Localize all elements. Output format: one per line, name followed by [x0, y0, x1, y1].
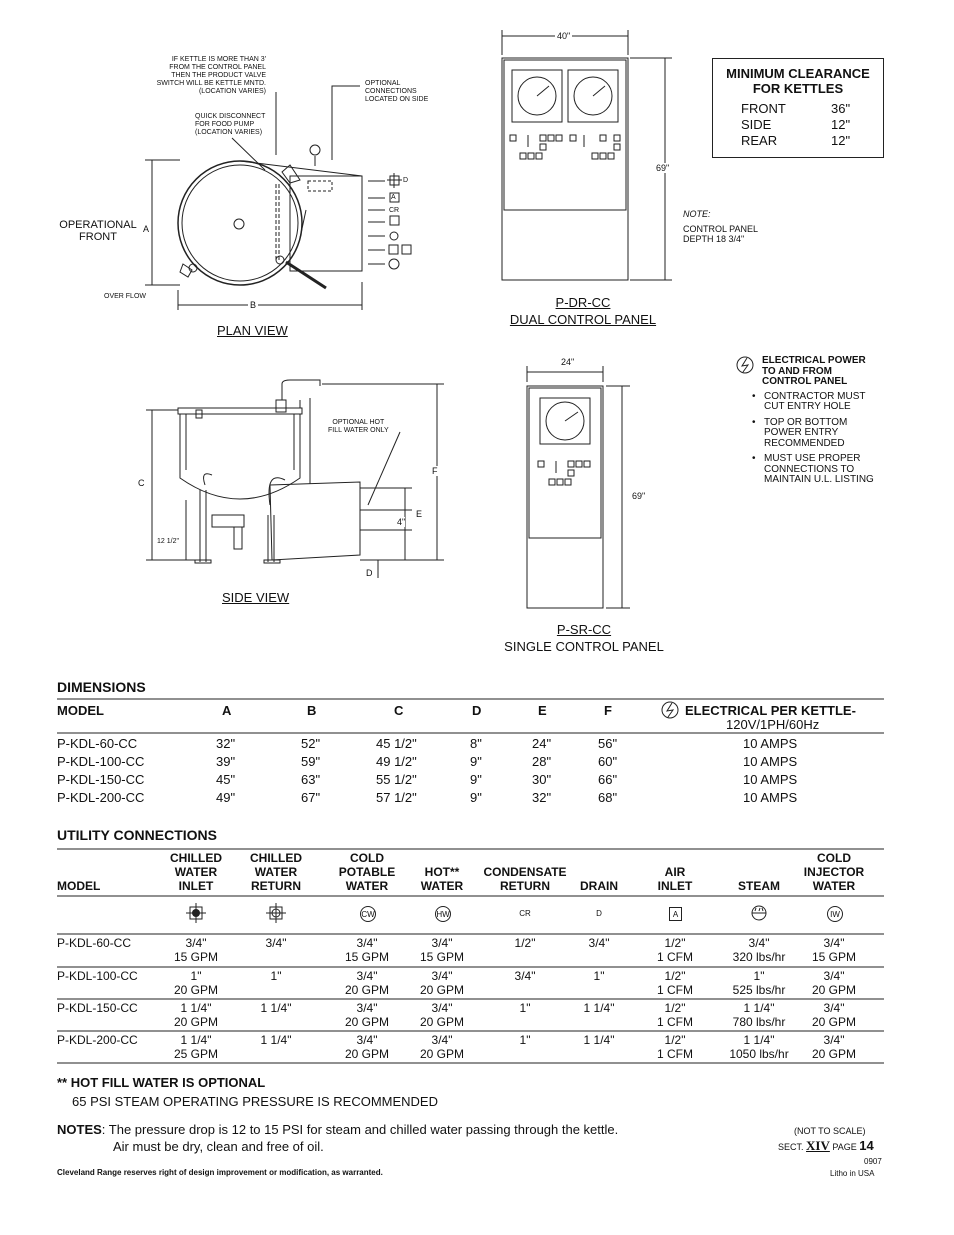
- model-cell: P-KDL-100-CC: [57, 969, 138, 983]
- dim-header-electrical: ELECTRICAL PER KETTLE-: [685, 703, 856, 718]
- dimension-cell: 45 1/2": [376, 736, 417, 751]
- dimension-cell: 9": [470, 772, 482, 787]
- overflow-label: OVER FLOW: [104, 293, 147, 300]
- not-to-scale: (NOT TO SCALE): [794, 1126, 866, 1136]
- note-line: (LOCATION VARIES): [198, 88, 266, 95]
- side-conn-d: D: [403, 177, 409, 184]
- heading-line: TO AND FROM: [762, 365, 832, 377]
- list-item: • MUST USE PROPER CONNECTIONS TO MAINTAIN U.L. LISTING: [764, 454, 886, 486]
- connection-cell: 3/4": [748, 936, 770, 950]
- column-header: STEAM: [738, 879, 780, 893]
- clearance-side: REAR: [741, 133, 778, 148]
- section-page-ref: [778, 1138, 874, 1154]
- clearance-side: FRONT: [741, 101, 786, 116]
- note-optional-connections: [365, 80, 428, 104]
- note-label: NOTE:: [683, 209, 711, 219]
- note-line: FOR FOOD PUMP: [195, 121, 255, 128]
- note-line: FROM THE CONTROL PANEL: [169, 64, 266, 71]
- note-line: DEPTH 18 3/4": [683, 234, 745, 244]
- connection-cell: 1 1/4": [180, 1033, 212, 1047]
- operational-front-label: [55, 219, 141, 243]
- connection-cell: 1 1/4": [180, 1001, 212, 1015]
- connection-cell: 15 GPM: [344, 950, 389, 964]
- dimension-cell: 28": [532, 754, 552, 769]
- list-item: • CONTRACTOR MUST CUT ENTRY HOLE: [764, 392, 886, 413]
- clearance-value: 36": [831, 101, 851, 116]
- dimension-cell: 32": [216, 736, 236, 751]
- heading-line: CONTROL PANEL: [762, 376, 848, 387]
- control-panel-depth-note: [683, 224, 758, 244]
- side-view-title: SIDE VIEW: [222, 590, 290, 605]
- note-line: (LOCATION VARIES): [195, 129, 263, 136]
- air-icon: A: [669, 907, 682, 921]
- note-line: THEN THE PRODUCT VALVE: [171, 72, 266, 79]
- connection-cell: 1 1/4": [260, 1001, 292, 1015]
- single-width-label: 24": [561, 357, 575, 367]
- connection-cell: 3/4": [431, 1001, 453, 1015]
- doc-code: 0907: [864, 1157, 882, 1166]
- clearance-row-front: [741, 101, 883, 117]
- connection-cell: 1 1/4": [260, 1033, 292, 1047]
- hot-fill-note: ** HOT FILL WATER IS OPTIONAL: [57, 1075, 266, 1090]
- connection-cell: 3/4": [185, 936, 207, 950]
- plan-view-drawing: [145, 86, 411, 310]
- condensate-icon: CR: [519, 908, 531, 918]
- connection-cell: 1 1/4": [583, 1033, 615, 1047]
- sect-value: XIV: [806, 1138, 830, 1153]
- side-conn-cr: CR: [389, 207, 400, 214]
- connection-cell: 3/4": [823, 1001, 845, 1015]
- note-line: LOCATED ON SIDE: [365, 96, 429, 103]
- model-cell: P-KDL-150-CC: [57, 1001, 138, 1015]
- page-number: 14: [859, 1138, 874, 1153]
- note-line: QUICK DISCONNECT: [195, 113, 266, 120]
- dim-header-b: B: [307, 703, 317, 718]
- column-header: WATER: [420, 879, 464, 893]
- column-header: CONDENSATE: [483, 865, 567, 879]
- connection-cell: 1050 lbs/hr: [729, 1047, 789, 1061]
- clearance-row-rear: [741, 133, 883, 149]
- clearance-title: [713, 66, 883, 96]
- connection-cell: 1": [519, 1001, 531, 1015]
- connection-cell: 1 CFM: [657, 1047, 693, 1061]
- note-line: CONNECTIONS: [365, 88, 417, 95]
- dim-header-e: E: [538, 703, 547, 718]
- column-header: INLET: [657, 879, 693, 893]
- hot-water-icon: HW: [435, 906, 451, 922]
- connection-cell: 20 GPM: [173, 1015, 218, 1029]
- dimension-cell: 56": [598, 736, 618, 751]
- dim-e-label: E: [416, 509, 423, 519]
- column-header: COLD: [817, 851, 851, 865]
- model-cell: P-KDL-60-CC: [57, 736, 138, 751]
- notes-label: NOTES: [57, 1122, 102, 1137]
- connection-cell: 15 GPM: [811, 950, 856, 964]
- connection-cell: 20 GPM: [173, 983, 218, 997]
- connection-cell: 20 GPM: [419, 1047, 464, 1061]
- dimension-cell: 24": [532, 736, 552, 751]
- model-cell: P-KDL-200-CC: [57, 790, 145, 805]
- column-header: POTABLE: [338, 865, 396, 879]
- note-line: FILL WATER ONLY: [328, 427, 389, 434]
- notes-text: : The pressure drop is 12 to 15 PSI for steam and chilled water passing through the kettle.: [101, 1122, 619, 1137]
- note-line: OPTIONAL HOT: [332, 419, 385, 426]
- dim-header-a: A: [222, 703, 232, 718]
- dual-width-label: 40": [557, 31, 571, 41]
- title-line: FOR KETTLES: [752, 81, 844, 96]
- dimension-cell: 66": [598, 772, 618, 787]
- electrical-note-heading: [762, 356, 886, 388]
- column-header: WATER: [345, 879, 389, 893]
- connection-cell: 20 GPM: [344, 983, 389, 997]
- dimension-cell: 30": [532, 772, 552, 787]
- connection-cell: 1 CFM: [657, 983, 693, 997]
- connection-cell: 3/4": [431, 1033, 453, 1047]
- connection-cell: 1 CFM: [657, 950, 693, 964]
- dim-a-label: A: [143, 224, 150, 234]
- connection-cell: 1": [270, 969, 282, 983]
- dimension-cell: 10 AMPS: [743, 790, 798, 805]
- dim-d-label: D: [366, 568, 373, 578]
- connection-cell: 3/4": [823, 1033, 845, 1047]
- note-line: SWITCH WILL BE KETTLE MNTD.: [156, 80, 266, 87]
- connection-cell: 320 lbs/hr: [732, 950, 786, 964]
- connection-cell: 1/2": [664, 1001, 686, 1015]
- connection-cell: 1 1/4": [743, 1033, 775, 1047]
- chilled-inlet-icon: [186, 903, 206, 923]
- note-quick-disconnect: [195, 113, 265, 137]
- column-header: CHILLED: [250, 851, 302, 865]
- connection-cell: 20 GPM: [419, 1015, 464, 1029]
- connection-cell: 780 lbs/hr: [732, 1015, 786, 1029]
- connection-cell: 1": [753, 969, 765, 983]
- connection-cell: 525 lbs/hr: [732, 983, 786, 997]
- dimension-cell: 63": [301, 772, 321, 787]
- injector-water-icon: IW: [827, 906, 843, 922]
- column-header: AIR: [664, 865, 686, 879]
- connection-cell: 1": [519, 1033, 531, 1047]
- connection-cell: 3/4": [588, 936, 610, 950]
- steam-icon: [749, 903, 769, 923]
- dimension-cell: 9": [470, 790, 482, 805]
- note-line: CONTROL PANEL: [683, 224, 759, 234]
- dimension-cell: 55 1/2": [376, 772, 417, 787]
- dimension-cell: 10 AMPS: [743, 772, 798, 787]
- dimension-cell: 49": [216, 790, 236, 805]
- column-header: INLET: [178, 879, 214, 893]
- dimension-cell: 39": [216, 754, 236, 769]
- dim-b-label: B: [250, 300, 257, 310]
- connection-cell: 3/4": [823, 969, 845, 983]
- connection-cell: 20 GPM: [344, 1015, 389, 1029]
- notes-line-1: [57, 1122, 618, 1137]
- connection-cell: 3/4": [823, 936, 845, 950]
- dim-header-c: C: [394, 703, 404, 718]
- column-header: MODEL: [57, 879, 101, 893]
- model-cell: P-KDL-200-CC: [57, 1033, 138, 1047]
- dim-c-label: C: [138, 478, 145, 488]
- model-cell: P-KDL-60-CC: [57, 936, 132, 950]
- side-conn-a: A: [391, 194, 396, 201]
- dimension-cell: 9": [470, 754, 482, 769]
- connection-cell: 15 GPM: [419, 950, 464, 964]
- dimension-cell: 59": [301, 754, 321, 769]
- note-line: IF KETTLE IS MORE THAN 3': [171, 56, 266, 63]
- column-header: HOT**: [424, 865, 460, 879]
- connection-cell: 3/4": [265, 936, 287, 950]
- column-header: WATER: [254, 865, 298, 879]
- dimension-cell: 49 1/2": [376, 754, 417, 769]
- title-line: MINIMUM CLEARANCE: [726, 66, 870, 81]
- column-header: INJECTOR: [803, 865, 865, 879]
- connection-cell: 1 1/4": [583, 1001, 615, 1015]
- optional-hot-fill-note: [328, 419, 389, 435]
- connection-cell: 3/4": [431, 936, 453, 950]
- connection-cell: 20 GPM: [344, 1047, 389, 1061]
- chilled-return-icon: [266, 903, 286, 923]
- dim-f-label: F: [432, 466, 438, 476]
- model-cell: P-KDL-100-CC: [57, 754, 145, 769]
- sect-label: SECT.: [778, 1142, 804, 1152]
- drain-icon: D: [596, 908, 602, 918]
- connection-cell: 20 GPM: [419, 983, 464, 997]
- column-header: RETURN: [500, 879, 550, 893]
- column-header: CHILLED: [170, 851, 222, 865]
- minimum-clearance-box: [712, 58, 884, 158]
- model-cell: P-KDL-150-CC: [57, 772, 145, 787]
- dimension-cell: 32": [532, 790, 552, 805]
- single-control-panel-drawing: [527, 366, 630, 608]
- dual-height-label: 69": [656, 163, 670, 173]
- notes-line-2: Air must be dry, clean and free of oil.: [113, 1139, 324, 1154]
- litho-note: Litho in USA: [830, 1169, 875, 1178]
- dim-header-electrical-sub: 120V/1PH/60Hz: [726, 717, 820, 732]
- clearance-value: 12": [831, 133, 851, 148]
- dimension-cell: 57 1/2": [376, 790, 417, 805]
- page-label: PAGE: [832, 1142, 857, 1152]
- connection-cell: 1": [190, 969, 202, 983]
- column-header: DRAIN: [580, 879, 618, 893]
- column-header: WATER: [174, 865, 218, 879]
- note-line: OPTIONAL: [365, 80, 401, 87]
- connection-cell: 1 CFM: [657, 1015, 693, 1029]
- connection-cell: 3/4": [356, 1001, 378, 1015]
- note-kettle-valve: [150, 56, 266, 96]
- label-line: OPERATIONAL: [59, 219, 137, 231]
- column-header: RETURN: [251, 879, 301, 893]
- single-panel-desc: SINGLE CONTROL PANEL: [504, 639, 664, 654]
- dimension-cell: 67": [301, 790, 321, 805]
- dim-header-d: D: [472, 703, 482, 718]
- connection-cell: 1/2": [664, 936, 686, 950]
- column-header: WATER: [812, 879, 856, 893]
- utility-connections-title: UTILITY CONNECTIONS: [57, 827, 217, 843]
- list-item: • TOP OR BOTTOM POWER ENTRY RECOMMENDED: [764, 418, 886, 450]
- rights-reserved-note: Cleveland Range reserves right of design improvement or modification, as warranted.: [57, 1168, 383, 1177]
- connection-cell: 3/4": [514, 969, 536, 983]
- connection-cell: 20 GPM: [811, 1047, 856, 1061]
- connection-cell: 3/4": [356, 1033, 378, 1047]
- dim-header-model: MODEL: [57, 703, 104, 718]
- connection-cell: 1/2": [664, 1033, 686, 1047]
- label-line: FRONT: [79, 231, 117, 243]
- connection-cell: 1": [593, 969, 605, 983]
- dimension-cell: 52": [301, 736, 321, 751]
- dimensions-title: DIMENSIONS: [57, 679, 146, 695]
- dimension-cell: 45": [216, 772, 236, 787]
- connection-cell: 3/4": [356, 936, 378, 950]
- connection-cell: 1/2": [664, 969, 686, 983]
- dim-4-label: 4": [397, 517, 406, 527]
- single-panel-name: P-SR-CC: [556, 622, 612, 637]
- single-height-label: 69": [632, 491, 646, 501]
- dimension-cell: 10 AMPS: [743, 736, 798, 751]
- dimension-cell: 68": [598, 790, 618, 805]
- connection-cell: 1/2": [514, 936, 536, 950]
- heading-line: ELECTRICAL POWER: [762, 355, 866, 366]
- cold-water-icon: CW: [360, 906, 376, 922]
- connection-cell: 20 GPM: [811, 1015, 856, 1029]
- connection-cell: 15 GPM: [173, 950, 218, 964]
- connection-cell: 3/4": [431, 969, 453, 983]
- dimension-cell: 60": [598, 754, 618, 769]
- electrical-power-note: [736, 356, 886, 491]
- dual-panel-caption: [500, 294, 666, 328]
- connection-cell: 3/4": [356, 969, 378, 983]
- dim-header-f: F: [604, 703, 612, 718]
- clearance-side: SIDE: [741, 117, 772, 132]
- column-header: COLD: [350, 851, 384, 865]
- electrical-note-list: [736, 392, 886, 486]
- connection-cell: 20 GPM: [811, 983, 856, 997]
- plan-view-title: PLAN VIEW: [217, 323, 288, 338]
- dual-panel-desc: DUAL CONTROL PANEL: [509, 312, 657, 327]
- connection-cell: 1 1/4": [743, 1001, 775, 1015]
- dimension-cell: 8": [470, 736, 482, 751]
- single-panel-caption: [490, 621, 678, 655]
- dim-12-label: 12 1/2": [157, 538, 179, 545]
- connection-cell: 25 GPM: [173, 1047, 218, 1061]
- clearance-value: 12": [831, 117, 851, 132]
- dual-panel-name: P-DR-CC: [555, 295, 611, 310]
- dual-control-panel-drawing: [502, 30, 672, 280]
- dimension-cell: 10 AMPS: [743, 754, 798, 769]
- clearance-row-side: [741, 117, 883, 133]
- side-view-drawing: [146, 380, 444, 578]
- steam-pressure-note: 65 PSI STEAM OPERATING PRESSURE IS RECOMMENDED: [72, 1094, 438, 1109]
